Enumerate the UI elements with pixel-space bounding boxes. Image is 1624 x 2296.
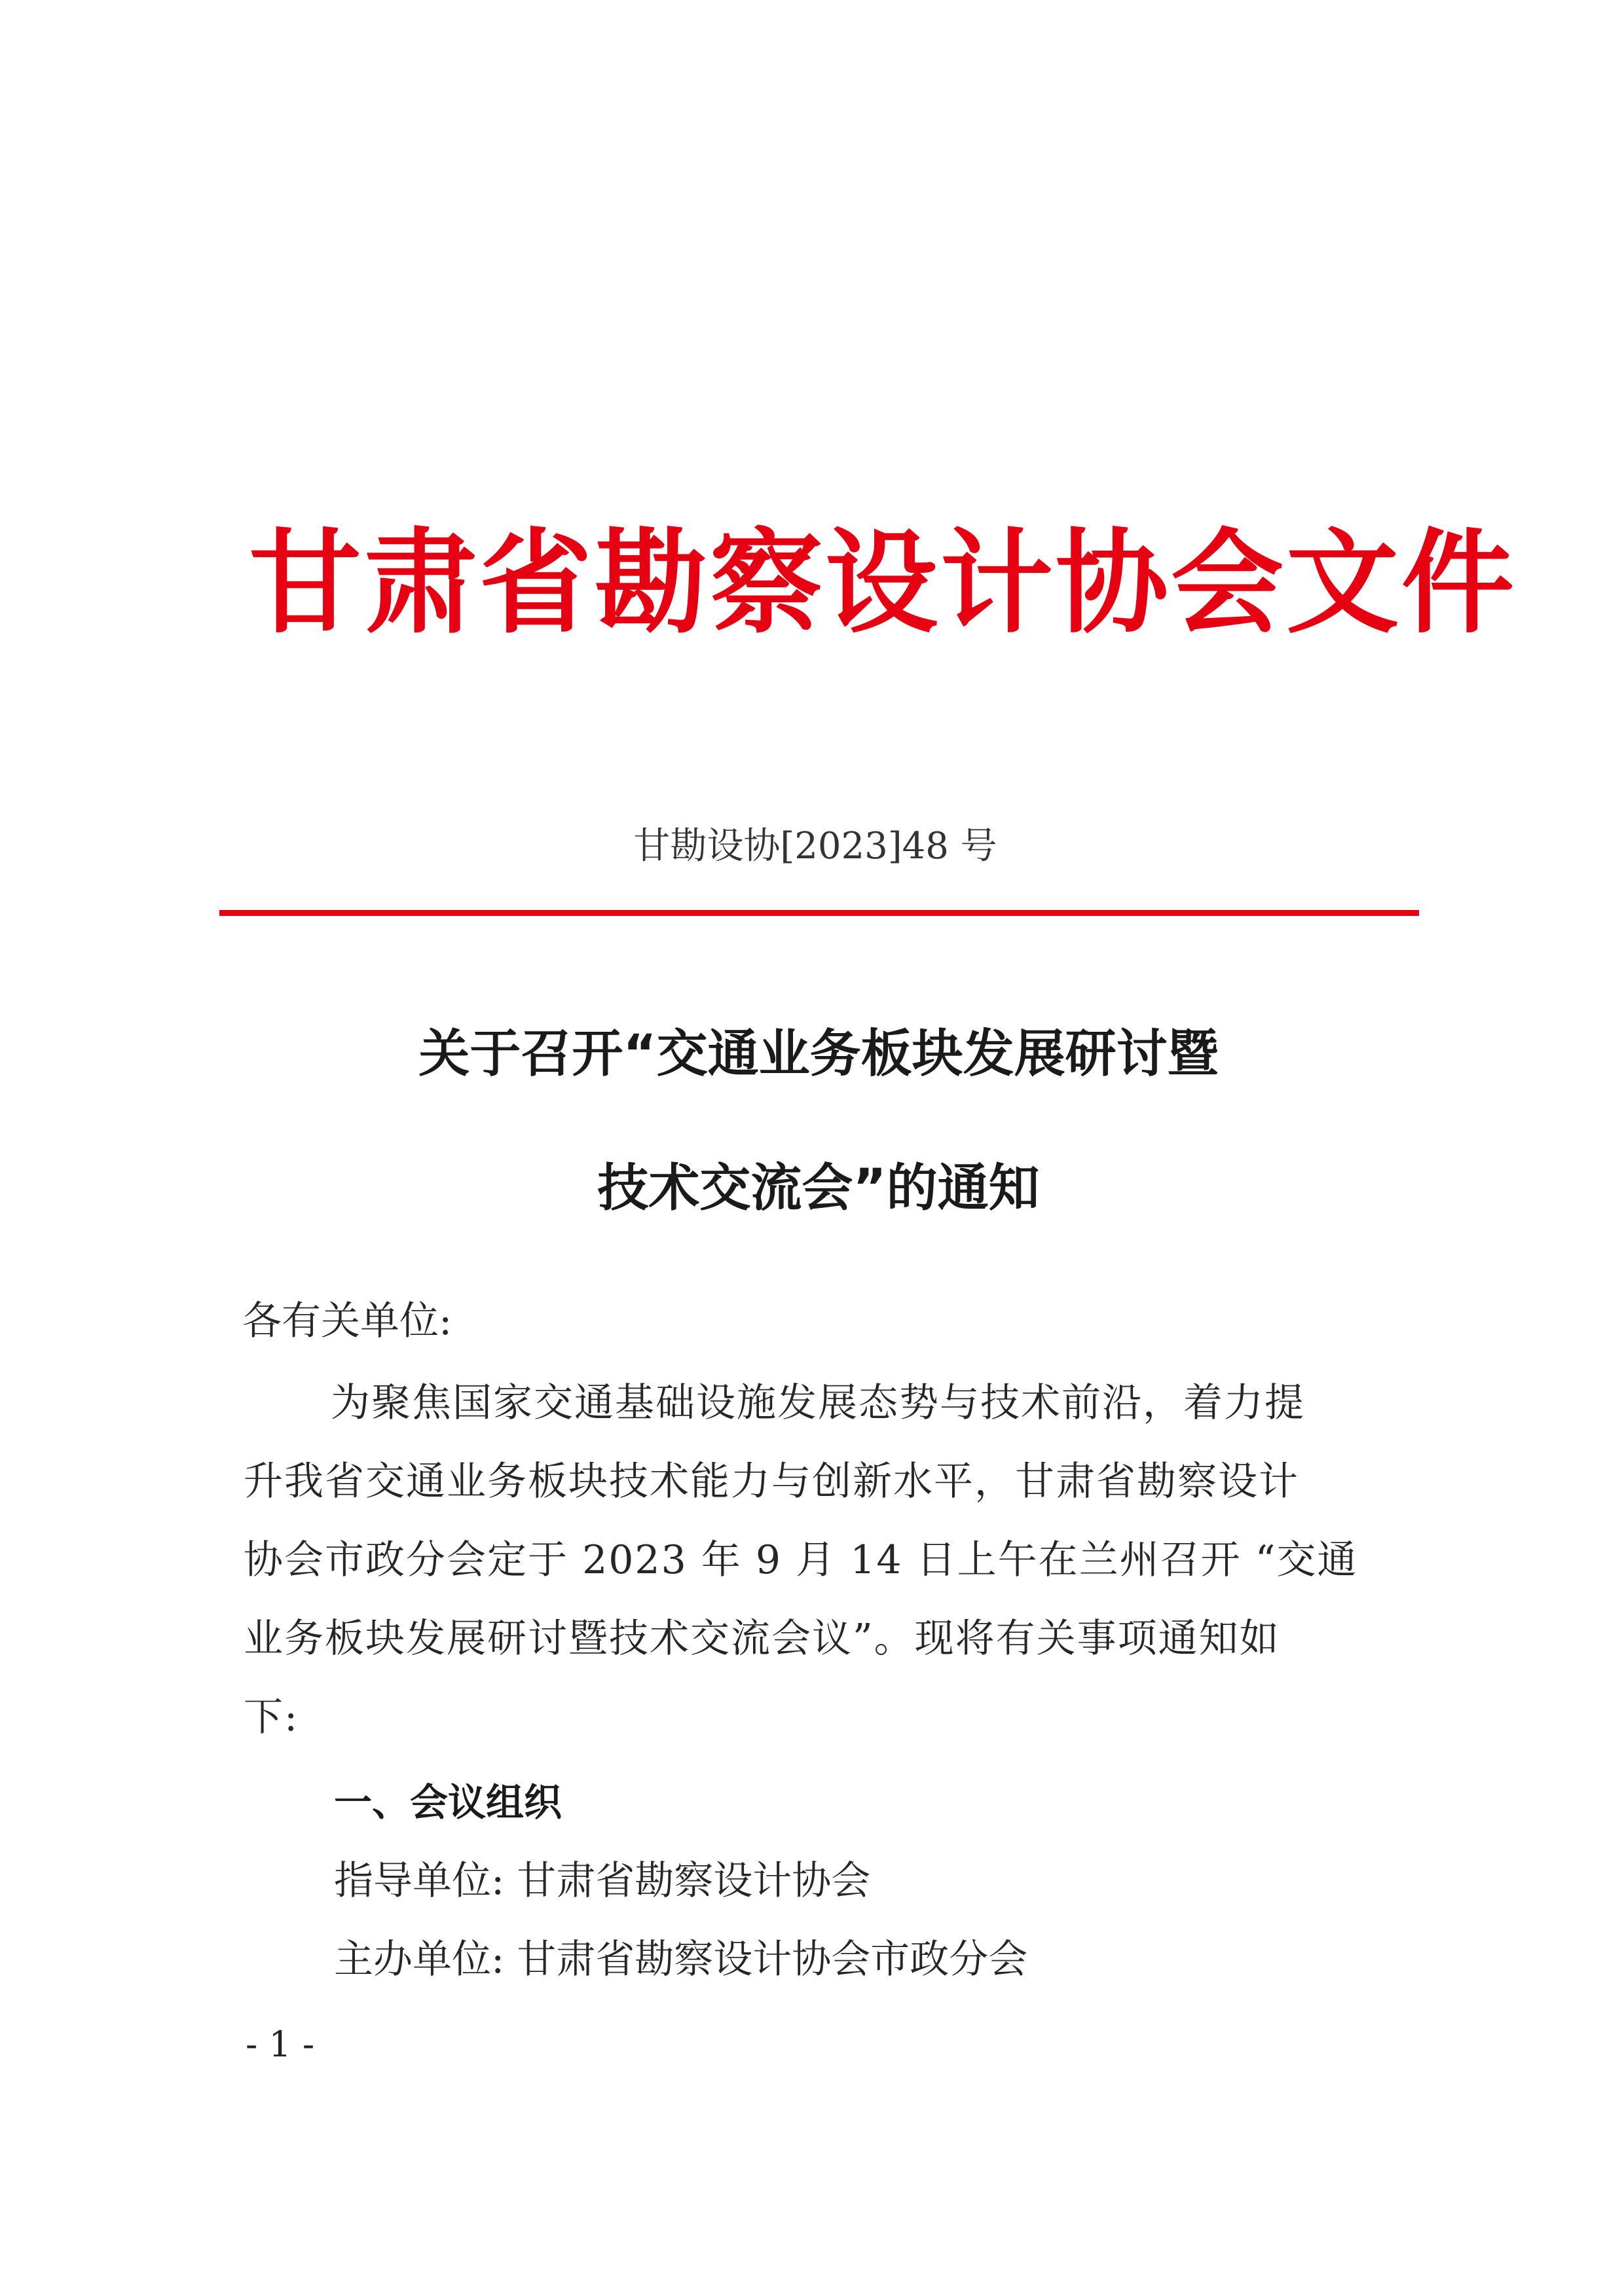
paragraph-line: 业务板块发展研讨暨技术交流会议”。现将有关事项通知如: [244, 1616, 1280, 1662]
notice-title-line-2: 技术交流会”的通知: [597, 1159, 1040, 1218]
paragraph-line: 下:: [244, 1694, 299, 1740]
section-heading-meeting-organization: 一、会议组织: [334, 1780, 563, 1825]
guiding-unit-line: 指导单位: 甘肃省勘察设计协会: [334, 1858, 871, 1904]
paragraph-line: 为聚焦国家交通基础设施发展态势与技术前沿，着力提: [331, 1380, 1305, 1426]
masthead-title: 甘肃省勘察设计协会文件: [249, 516, 1517, 649]
paragraph-line: 升我省交通业务板块技术能力与创新水平，甘肃省勘察设计: [244, 1459, 1299, 1504]
notice-title-line-1: 关于召开“交通业务板块发展研讨暨: [418, 1025, 1219, 1084]
document-number: 甘勘设协[2023]48 号: [633, 825, 997, 867]
salutation: 各有关单位:: [242, 1298, 452, 1344]
paragraph-line: 协会市政分会定于 2023 年 9 月 14 日上午在兰州召开 “交通: [244, 1537, 1358, 1583]
page-number: - 1 -: [246, 2024, 315, 2065]
host-unit-line: 主办单位: 甘肃省勘察设计协会市政分会: [334, 1937, 1028, 1982]
red-divider-line: [219, 910, 1419, 916]
